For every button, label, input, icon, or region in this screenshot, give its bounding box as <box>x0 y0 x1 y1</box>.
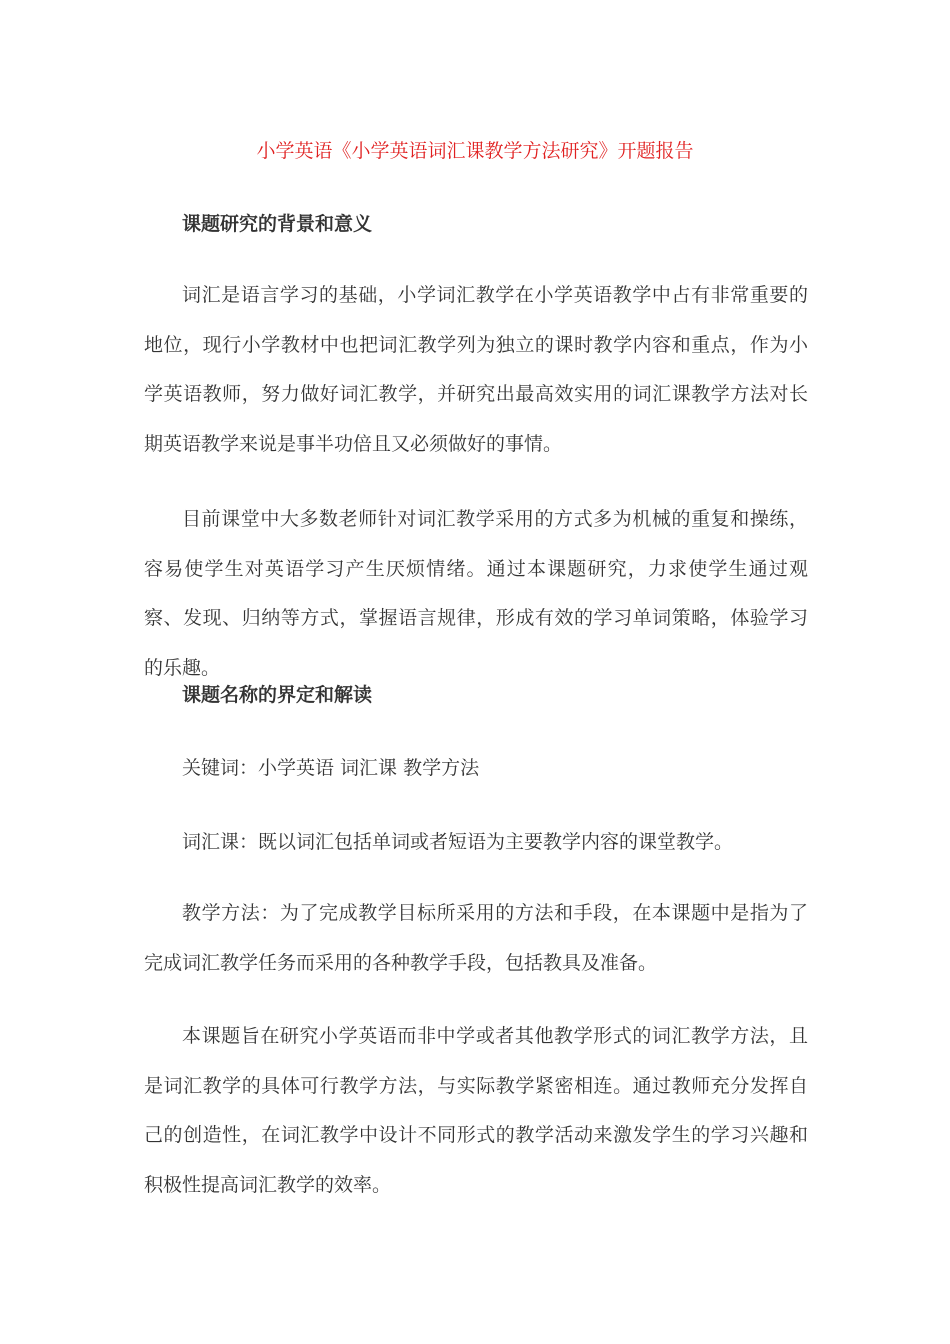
document-title: 小学英语《小学英语词汇课教学方法研究》开题报告 <box>256 140 694 162</box>
keywords-line: 关键词：小学英语 词汇课 教学方法 <box>182 757 480 779</box>
paragraph-current-situation: 目前课堂中大多数老师针对词汇教学采用的方式多为机械的重复和操练，容易使学生对英语学习产生厌烦情绪。通过本课题研究，力求使学生通过观察、发现、归纳等方式，掌握语言规律，形成有效的学习单词策略，体验学习的乐趣。 <box>144 508 808 679</box>
section-heading-background: 课题研究的背景和意义 <box>182 213 373 235</box>
teaching-method-definition: 教学方法：为了完成教学目标所采用的方法和手段，在本课题中是指为了完成词汇教学任务而采用的各种教学手段，包括教具及准备。 <box>144 902 808 974</box>
paragraph-research-aim: 本课题旨在研究小学英语而非中学或者其他教学形式的词汇教学方法，且是词汇教学的具体可行教学方法，与实际教学紧密相连。通过教师充分发挥自己的创造性，在词汇教学中设计不同形式的教学活动来激发学生的学习兴趣和积极性提高词汇教学的效率。 <box>144 1025 808 1196</box>
section-heading-definition: 课题名称的界定和解读 <box>182 684 373 706</box>
paragraph-background-significance: 词汇是语言学习的基础，小学词汇教学在小学英语教学中占有非常重要的地位，现行小学教材中也把词汇教学列为独立的课时教学内容和重点，作为小学英语教师，努力做好词汇教学，并研究出最高效实用的词汇课教学方法对长期英语教学来说是事半功倍且又必须做好的事情。 <box>144 284 808 455</box>
vocab-lesson-definition: 词汇课：既以词汇包括单词或者短语为主要教学内容的课堂教学。 <box>182 831 734 853</box>
